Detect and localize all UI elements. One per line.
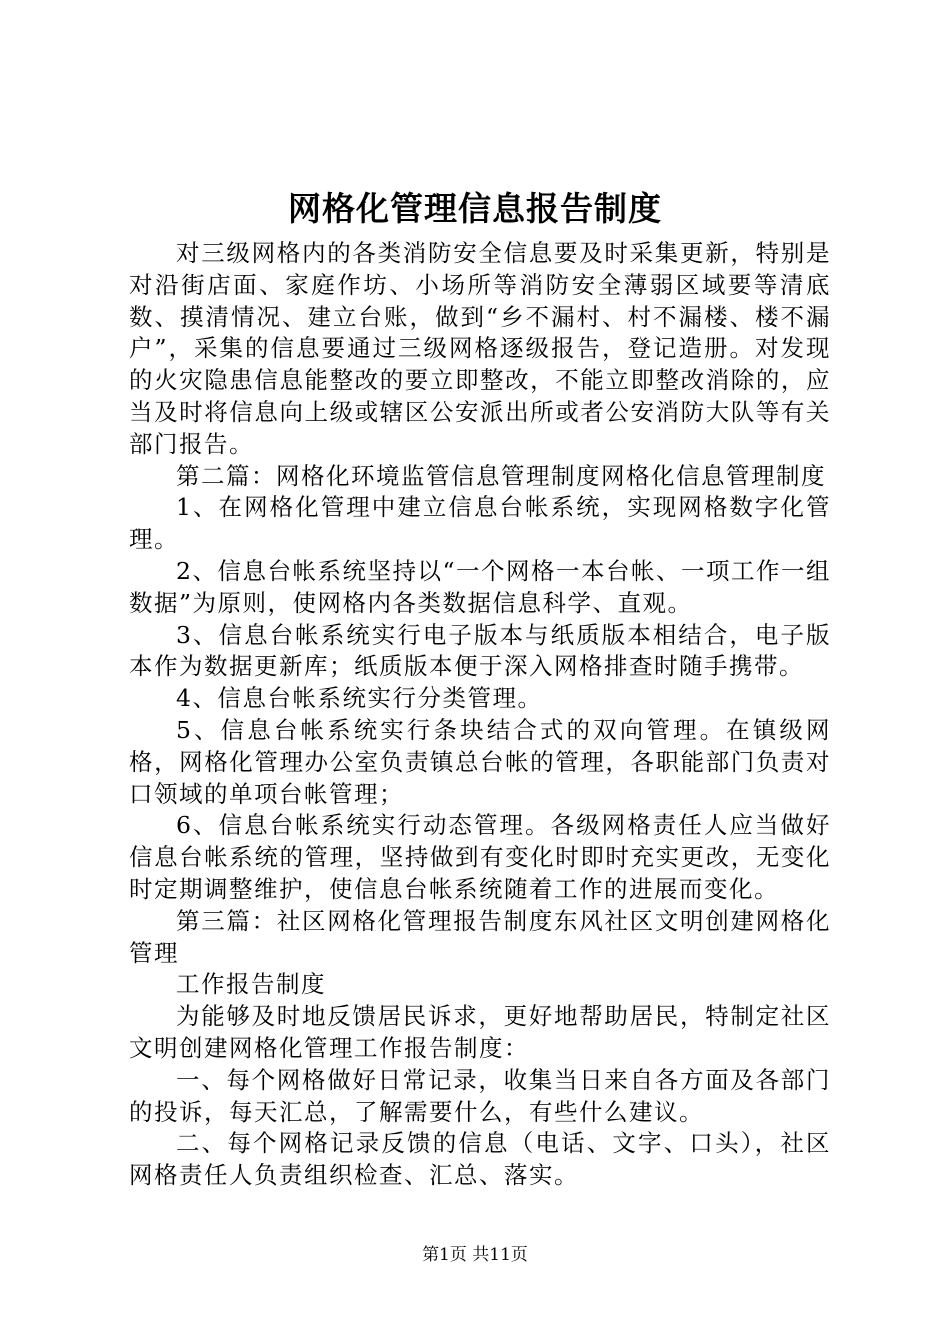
paragraph-rule-1: 一、每个网格做好日常记录，收集当日来自各方面及各部门的投诉，每天汇总，了解需要什么，有些什么建议。 bbox=[129, 1065, 831, 1126]
paragraph-intro: 对三级网格内的各类消防安全信息要及时采集更新，特别是对沿街店面、家庭作坊、小场所等消防安全薄弱区域要等清底数、摸清情况、建立台账，做到“乡不漏村、村不漏楼、楼不漏户”，采集的信息要通过三级网格逐级报告，登记造册。对发现的火灾隐患信息能整改的要立即整改，不能立即整改消除的，应当及时将信息向上级或辖区公安派出所或者公安消防大队等有关部门报告。 bbox=[129, 239, 831, 458]
paragraph-section-2-heading: 第二篇：网格化环境监管信息管理制度网格化信息管理制度 bbox=[176, 461, 826, 490]
document-title: 网格化管理信息报告制度 bbox=[288, 189, 662, 228]
document-body bbox=[129, 238, 831, 1192]
paragraph-item-1: 1、在网格化管理中建立信息台帐系统，实现网格数字化管理。 bbox=[129, 493, 831, 554]
paragraph-rule-2: 二、每个网格记录反馈的信息（电话、文字、口头），社区网格责任人负责组织检查、汇总、落实。 bbox=[129, 1129, 831, 1190]
page-number-footer: 第1页 共11页 bbox=[422, 1245, 528, 1265]
paragraph-item-2: 2、信息台帐系统坚持以“一个网格一本台帐、一项工作一组数据”为原则，使网格内各类数据信息科学、直观。 bbox=[129, 556, 831, 617]
paragraph-item-4: 4、信息台帐系统实行分类管理。 bbox=[176, 684, 543, 713]
paragraph-item-6: 6、信息台帐系统实行动态管理。各级网格责任人应当做好信息台帐系统的管理，坚持做到有变化时即时充实更改，无变化时定期调整维护，使信息台帐系统随着工作的进展而变化。 bbox=[129, 811, 831, 903]
paragraph-section-3-heading: 第三篇：社区网格化管理报告制度东风社区文明创建网格化管理 bbox=[129, 906, 831, 967]
paragraph-item-3: 3、信息台帐系统实行电子版本与纸质版本相结合，电子版本作为数据更新库；纸质版本便于深入网格排查时随手携带。 bbox=[129, 620, 831, 681]
paragraph-item-5: 5、信息台帐系统实行条块结合式的双向管理。在镇级网格，网格化管理办公室负责镇总台帐的管理，各职能部门负责对口领域的单项台帐管理； bbox=[129, 715, 831, 808]
paragraph-report-system-heading: 工作报告制度 bbox=[176, 970, 326, 999]
paragraph-report-purpose: 为能够及时地反馈居民诉求，更好地帮助居民，特制定社区文明创建网格化管理工作报告制度： bbox=[129, 1002, 831, 1062]
